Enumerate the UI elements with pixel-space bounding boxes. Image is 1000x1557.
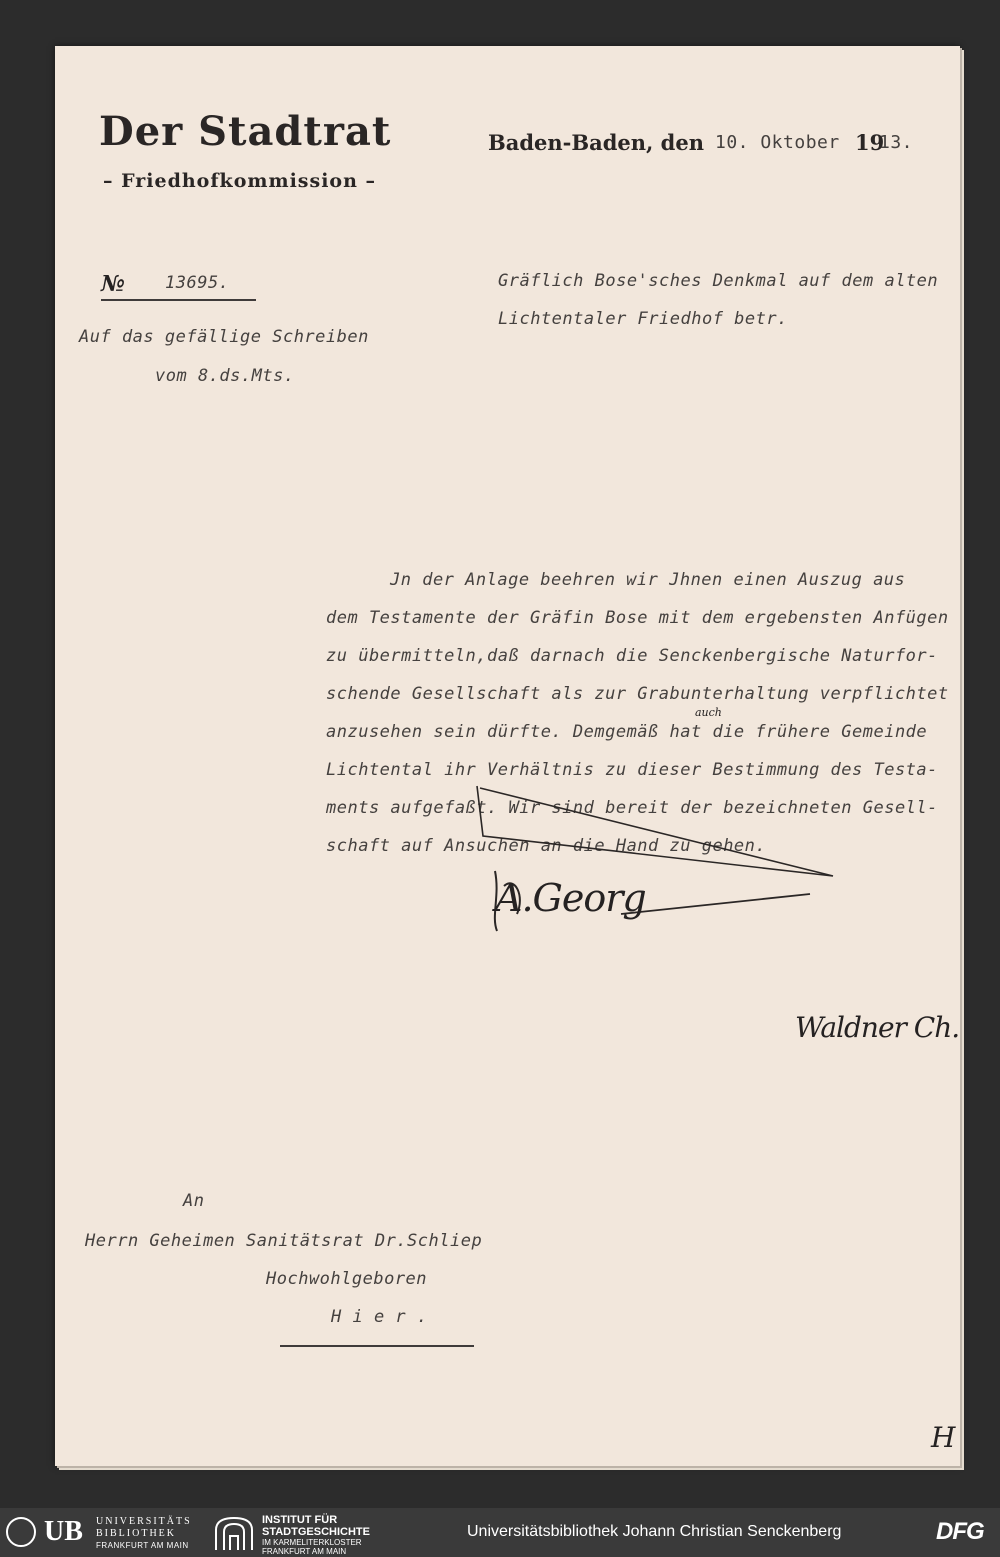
number-label: № — [101, 271, 125, 297]
recipient-line-3: Hochwohlgeboren — [266, 1269, 428, 1289]
body-line: schaft auf Ansuchen an die Hand zu gehen. — [326, 836, 767, 856]
body-line: ments aufgefaßt. Wir sind bereit der bezeichneten Gesell- — [326, 798, 938, 818]
ub-seal-icon — [6, 1517, 36, 1547]
isg-line-4: FRANKFURT AM MAIN — [262, 1547, 347, 1556]
body-line: dem Testamente der Gräfin Bose mit dem ergebensten Anfügen — [326, 608, 949, 628]
isg-arch-icon — [214, 1516, 254, 1550]
recipient-line-1: An — [183, 1191, 205, 1211]
place-prefix: Baden-Baden, den — [488, 130, 704, 155]
body-line: Lichtental ihr Verhältnis zu dieser Bestimmung des Testa- — [326, 760, 938, 780]
handwritten-insertion: auch — [695, 706, 722, 719]
ub-line-1: UNIVERSITÄTS — [96, 1516, 192, 1527]
recipient-underline — [280, 1345, 474, 1347]
isg-line-3: IM KARMELITERKLOSTER — [262, 1538, 362, 1547]
reply-line-1: Auf das gefällige Schreiben — [79, 327, 369, 347]
subject-line-2: Lichtentaler Friedhof betr. — [498, 309, 788, 329]
isg-line-2: STADTGESCHICHTE — [262, 1526, 370, 1538]
recipient-line-4: H i e r . — [331, 1307, 428, 1327]
signature-main: A.Georg — [495, 876, 646, 920]
signature-second: Waldner Ch. — [795, 1011, 960, 1044]
ub-logo: UB — [44, 1516, 83, 1547]
ub-line-2: BIBLIOTHEK — [96, 1528, 176, 1539]
letterhead-dept: – Friedhofkommission – — [103, 170, 377, 192]
letterhead-org: Der Stadtrat — [99, 108, 392, 155]
recipient-line-2: Herrn Geheimen Sanitätsrat Dr.Schliep — [85, 1231, 483, 1251]
footer-bar — [0, 1508, 1000, 1557]
ub-line-3: FRANKFURT AM MAIN — [96, 1541, 189, 1550]
body-line: anzusehen sein dürfte. Demgemäß hat die frühere Gemeinde — [326, 722, 928, 742]
dfg-logo: DFG — [936, 1518, 984, 1545]
date-typed: 10. Oktober — [715, 132, 840, 153]
footer-center-text: Universitätsbibliothek Johann Christian Senckenberg — [467, 1523, 842, 1540]
year-suffix: 13. — [879, 132, 914, 153]
body-line: schende Gesellschaft als zur Grabunterhaltung verpflichtet — [326, 684, 949, 704]
body-line: zu übermitteln,daß darnach die Senckenbergische Naturfor- — [326, 646, 938, 666]
signature-strokes — [55, 46, 960, 1466]
reply-line-2: vom 8.ds.Mts. — [155, 366, 295, 386]
margin-mark: H — [931, 1421, 956, 1454]
body-line: Jn der Anlage beehren wir Jhnen einen Auszug aus — [390, 570, 906, 590]
isg-line-1: INSTITUT FÜR — [262, 1514, 338, 1526]
subject-line-1: Gräflich Bose'sches Denkmal auf dem alten — [498, 271, 939, 291]
reference-number: 13695. — [165, 273, 230, 293]
year-prefix: 19 — [855, 130, 885, 155]
document-page — [55, 46, 960, 1466]
